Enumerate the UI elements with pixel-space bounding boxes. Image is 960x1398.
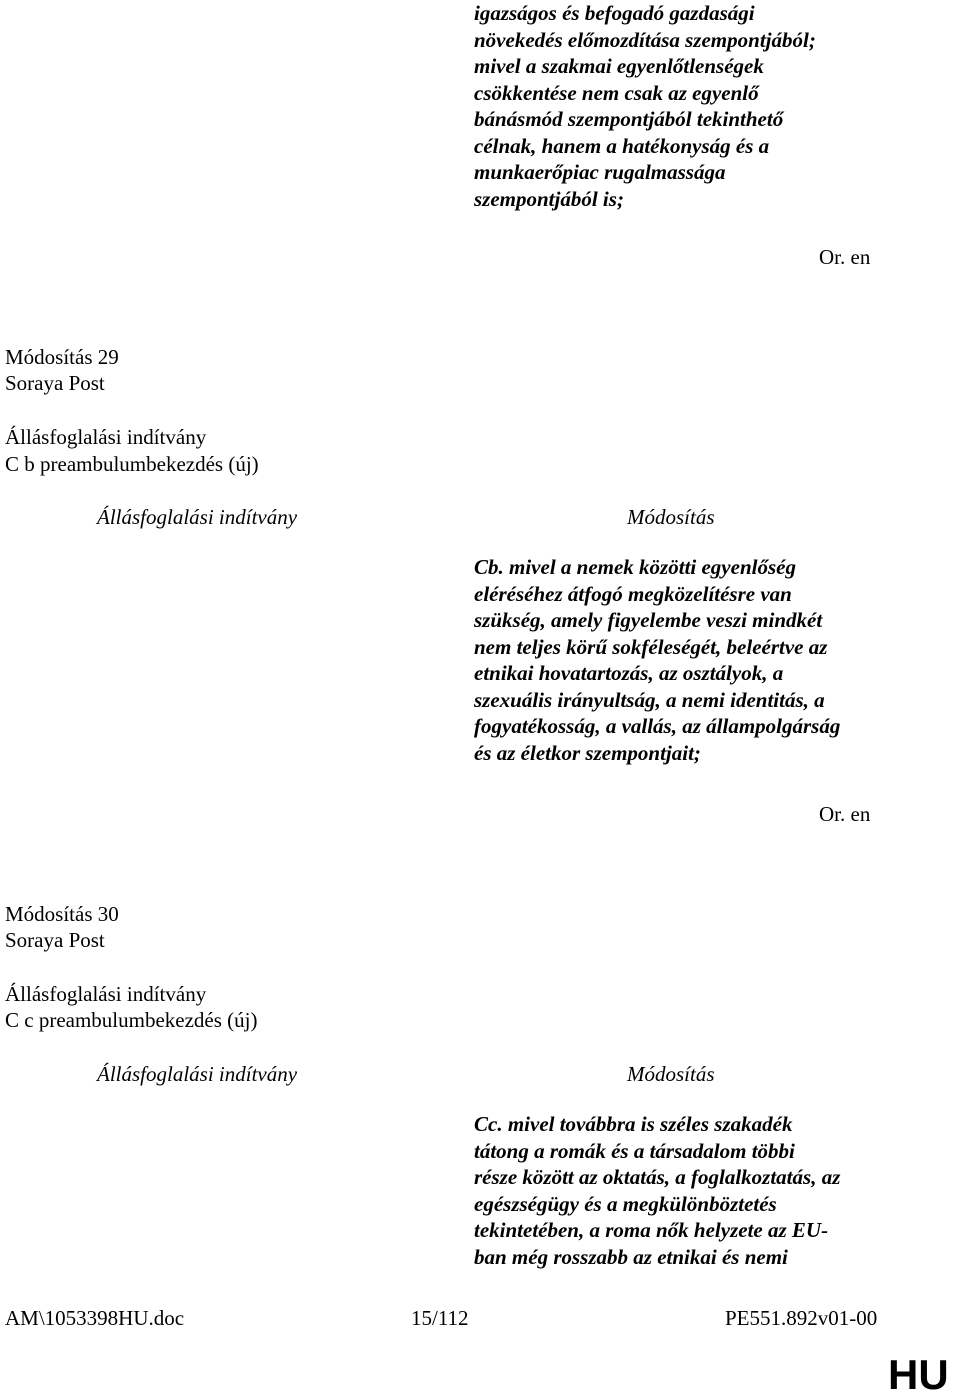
text-line: igazságos és befogadó gazdasági [474, 1, 755, 25]
footer-doc-reference: AM\1053398HU.doc [5, 1306, 185, 1330]
text-line: tátong a romák és a társadalom többi [474, 1138, 795, 1163]
footer-language-code: HU [888, 1351, 949, 1398]
text-line: része között az oktatás, a foglalkoztatás, az [474, 1165, 841, 1189]
text-line: eléréséhez átfogó megközelítésre van [474, 581, 792, 606]
amendment-number: Módosítás 30 [5, 902, 119, 926]
original-language: Or. en [819, 245, 871, 269]
column-header-left: Állásfoglalási indítvány [97, 1062, 298, 1086]
amendment-author: Soraya Post [5, 928, 105, 952]
text-line: növekedés előmozdítása szempontjából; [474, 27, 816, 52]
section-reference: C c preambulumbekezdés (új) [5, 1008, 258, 1032]
column-header-left: Állásfoglalási indítvány [97, 505, 298, 529]
text-line: ban még rosszabb az etnikai és nemi [474, 1244, 788, 1269]
text-line: fogyatékosság, a vallás, az állampolgárság [474, 714, 841, 738]
original-language: Or. en [819, 802, 871, 826]
text-line: csökkentése nem csak az egyenlő [474, 80, 759, 105]
text-line: munkaerőpiac rugalmassága [474, 160, 726, 184]
text-line: egészségügy és a megkülönböztetés [474, 1191, 777, 1216]
document-type: Állásfoglalási indítvány [5, 425, 207, 449]
text-line: tekintetében, a roma nők helyzete az EU- [474, 1218, 829, 1242]
text-line: szempontjából is; [474, 186, 624, 211]
footer-page-number: 15/112 [411, 1306, 469, 1330]
text-line: mivel a szakmai egyenlőtlenségek [474, 54, 764, 78]
text-line: szükség, amely figyelembe veszi mindkét [474, 608, 823, 632]
footer-pe-reference: PE551.892v01-00 [725, 1306, 878, 1330]
text-line: Cc. mivel továbbra is széles szakadék [474, 1112, 793, 1136]
text-line: nem teljes körű sokféleségét, beleértve az [474, 634, 828, 659]
document-type: Állásfoglalási indítvány [5, 982, 207, 1006]
text-line: Cb. mivel a nemek közötti egyenlőség [474, 555, 796, 579]
amendment-text [474, 1111, 840, 1270]
column-header-right: Módosítás [627, 1062, 715, 1086]
top-continuation-text [474, 0, 816, 212]
section-reference: C b preambulumbekezdés (új) [5, 452, 259, 476]
column-header-right: Módosítás [627, 505, 715, 529]
amendment-text [474, 554, 840, 766]
text-line: etnikai hovatartozás, az osztályok, a [474, 661, 784, 685]
text-line: célnak, hanem a hatékonyság és a [474, 133, 770, 158]
amendment-author: Soraya Post [5, 371, 105, 395]
text-line: és az életkor szempontjait; [474, 740, 701, 765]
text-line: bánásmód szempontjából tekinthető [474, 107, 784, 131]
amendment-number: Módosítás 29 [5, 345, 119, 369]
text-line: szexuális irányultság, a nemi identitás, a [474, 687, 825, 712]
